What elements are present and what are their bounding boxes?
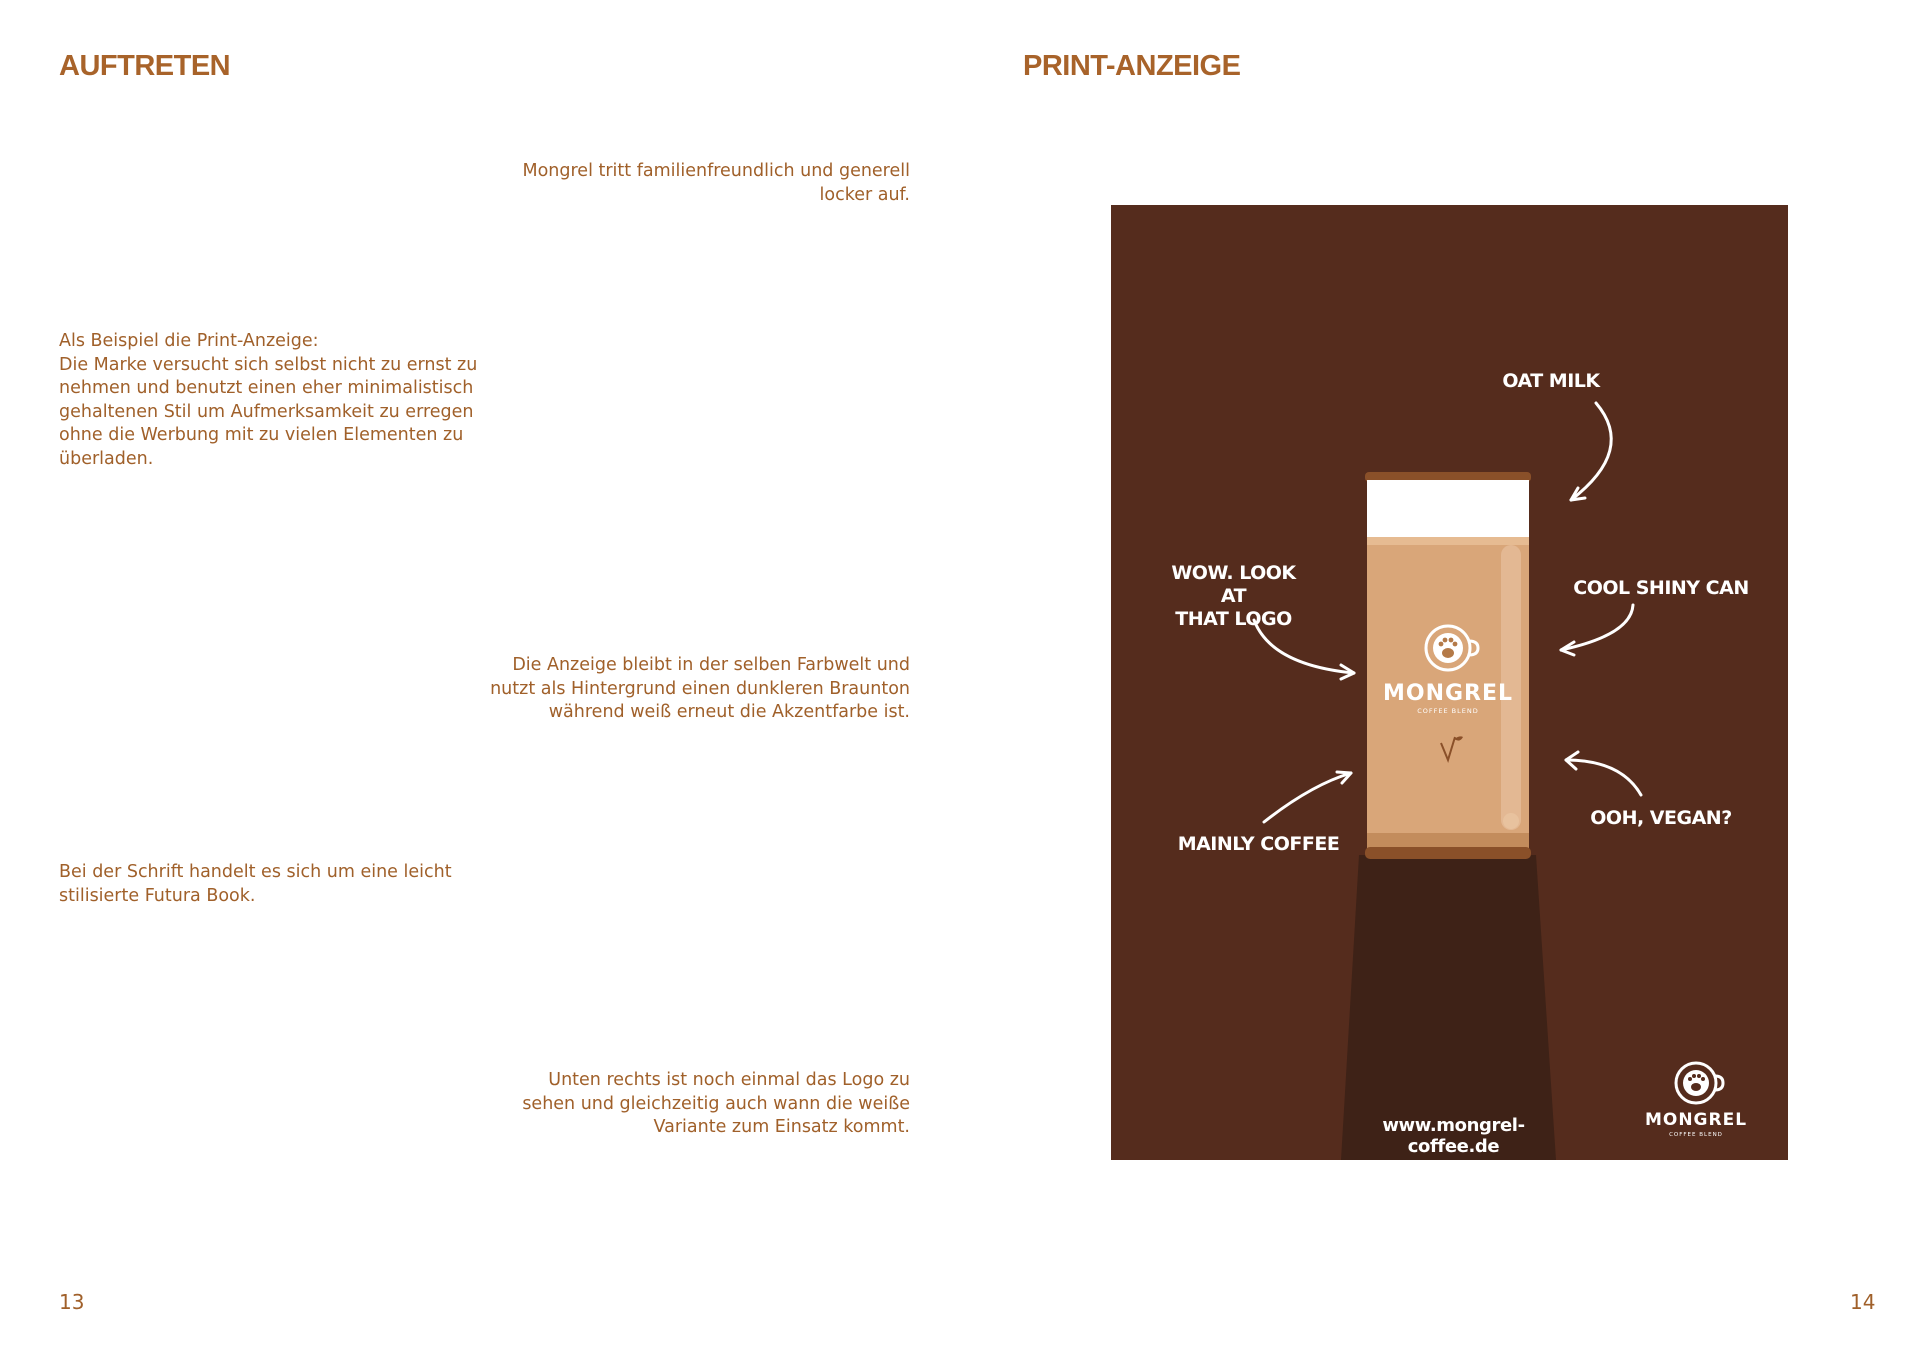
label-oat-milk: OAT MILK [1502,370,1600,392]
ad-url: www.mongrel-coffee.de [1382,1115,1525,1157]
coffee-can [1365,472,1531,859]
corner-logo-icon [1676,1063,1723,1103]
page-title-auftreten: AUFTRETEN [59,50,231,82]
label-shiny-can: COOL SHINY CAN [1573,577,1749,599]
logo-text: Unten rechts ist noch einmal das Logo zu sehen und gleichzeitig auch wann die weiße Variante zum Einsatz kommt. [522,1070,910,1137]
corner-brand-sub: COFFEE BLEND [1669,1132,1723,1138]
intro-text: Mongrel tritt familienfreundlich und generell locker auf. [522,161,910,205]
font-text: Bei der Schrift handelt es sich um eine leicht stilisierte Futura Book. [59,862,452,906]
page-number-left: 13 [59,1290,85,1314]
color-text: Die Anzeige bleibt in der selben Farbwelt und nutzt als Hintergrund einen dunkleren Braunton während weiß erneut die Akzentfarbe ist. [490,655,910,722]
print-ad [1111,205,1788,1160]
label-look-at-logo: WOW. LOOK AT THAT LOGO [1171,562,1296,630]
page-number-right: 14 [1850,1290,1876,1314]
arrow-vegan [1566,760,1641,795]
label-vegan: OOH, VEGAN? [1590,807,1732,829]
corner-brand-name: MONGREL [1644,1110,1748,1130]
arrow-coffee [1264,773,1351,822]
page-title-print-anzeige: PRINT-ANZEIGE [1023,50,1241,82]
example-text: Als Beispiel die Print-Anzeige: Die Marke versucht sich selbst nicht zu ernst zu nehmen und benutzt einen eher minimalistisch gehaltenen Stil um Aufmerksamkeit zu erregen ohne die Werbung mit zu vielen Elementen zu überladen. [59,331,478,469]
can-brand-sub: COFFEE BLEND [1417,707,1479,715]
label-mainly-coffee: MAINLY COFFEE [1177,833,1340,855]
can-brand-name: MONGREL [1382,681,1514,706]
arrow-oat-milk [1571,403,1611,500]
